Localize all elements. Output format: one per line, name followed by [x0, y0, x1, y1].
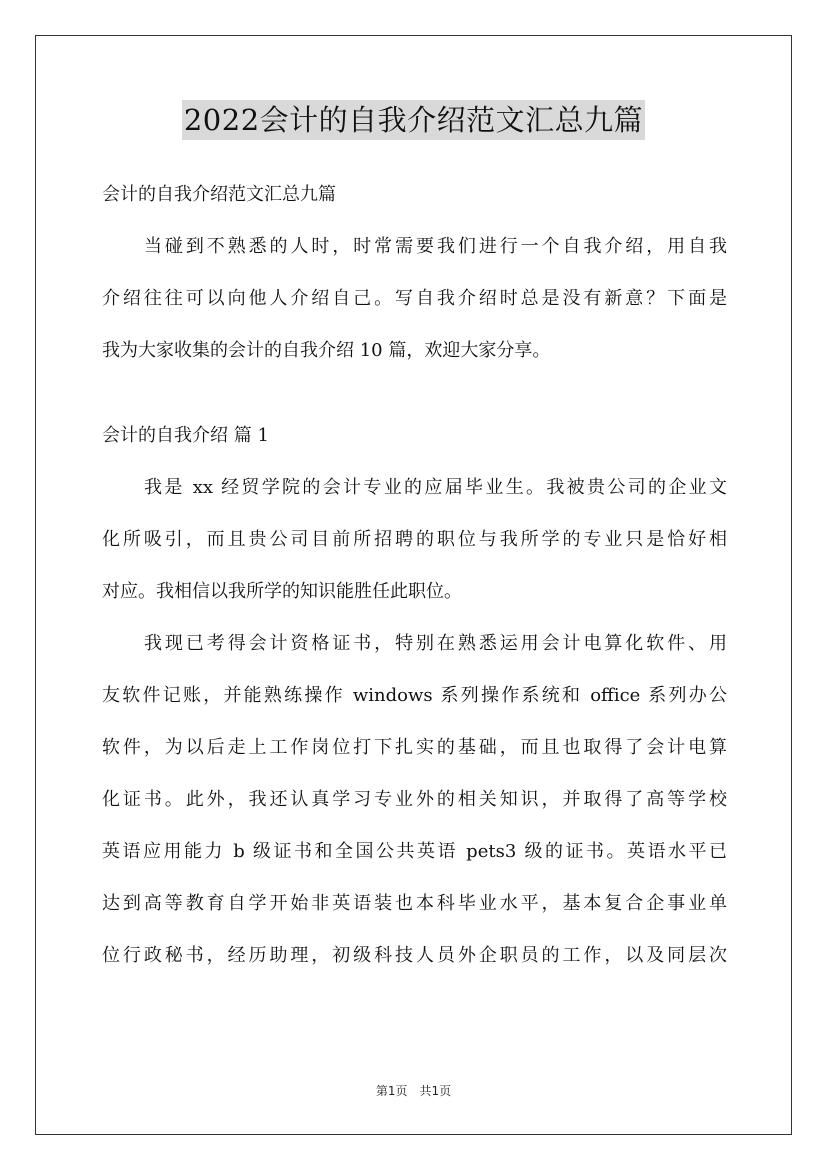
document-title: 2022会计的自我介绍范文汇总九篇: [182, 100, 645, 140]
paragraph-gap: [102, 377, 727, 410]
paragraph-line: 对应。我相信以我所学的知识能胜任此职位。: [102, 581, 462, 602]
intro-line: 当碰到不熟悉的人时，时常需要我们进行一个自我介绍，用自我: [144, 236, 727, 257]
paragraph-line: 化证书。此外，我还认真学习专业外的相关知识，并取得了高等学校: [102, 789, 727, 810]
document-body: [102, 169, 727, 982]
page-number: 第1页 共1页: [375, 1084, 452, 1098]
paragraph-line: 软件，为以后走上工作岗位打下扎实的基础，而且也取得了会计电算: [102, 737, 727, 758]
section-heading: 会计的自我介绍 篇 1: [102, 425, 269, 446]
paragraph-line: 位行政秘书，经历助理，初级科技人员外企职员的工作，以及同层次: [102, 945, 727, 966]
page-footer: [0, 1083, 827, 1099]
document-subtitle: 会计的自我介绍范文汇总九篇: [102, 184, 336, 205]
paragraph-line: 我现已考得会计资格证书，特别在熟悉运用会计电算化软件、用: [144, 633, 727, 654]
paragraph-line: 友软件记账，并能熟练操作 windows 系列操作系统和 office 系列办公: [102, 685, 727, 706]
paragraph-line: 我是 xx 经贸学院的会计专业的应届毕业生。我被贵公司的企业文: [144, 477, 727, 498]
paragraph-line: 英语应用能力 b 级证书和全国公共英语 pets3 级的证书。英语水平已: [102, 841, 727, 862]
intro-line: 介绍往往可以向他人介绍自己。写自我介绍时总是没有新意？下面是: [102, 288, 727, 309]
intro-line: 我为大家收集的会计的自我介绍 10 篇，欢迎大家分享。: [102, 340, 551, 361]
paragraph-line: 化所吸引，而且贵公司目前所招聘的职位与我所学的专业只是恰好相: [102, 529, 727, 550]
paragraph-line: 达到高等教育自学开始非英语装也本科毕业水平，基本复合企事业单: [102, 893, 727, 914]
title-area: [0, 100, 827, 140]
